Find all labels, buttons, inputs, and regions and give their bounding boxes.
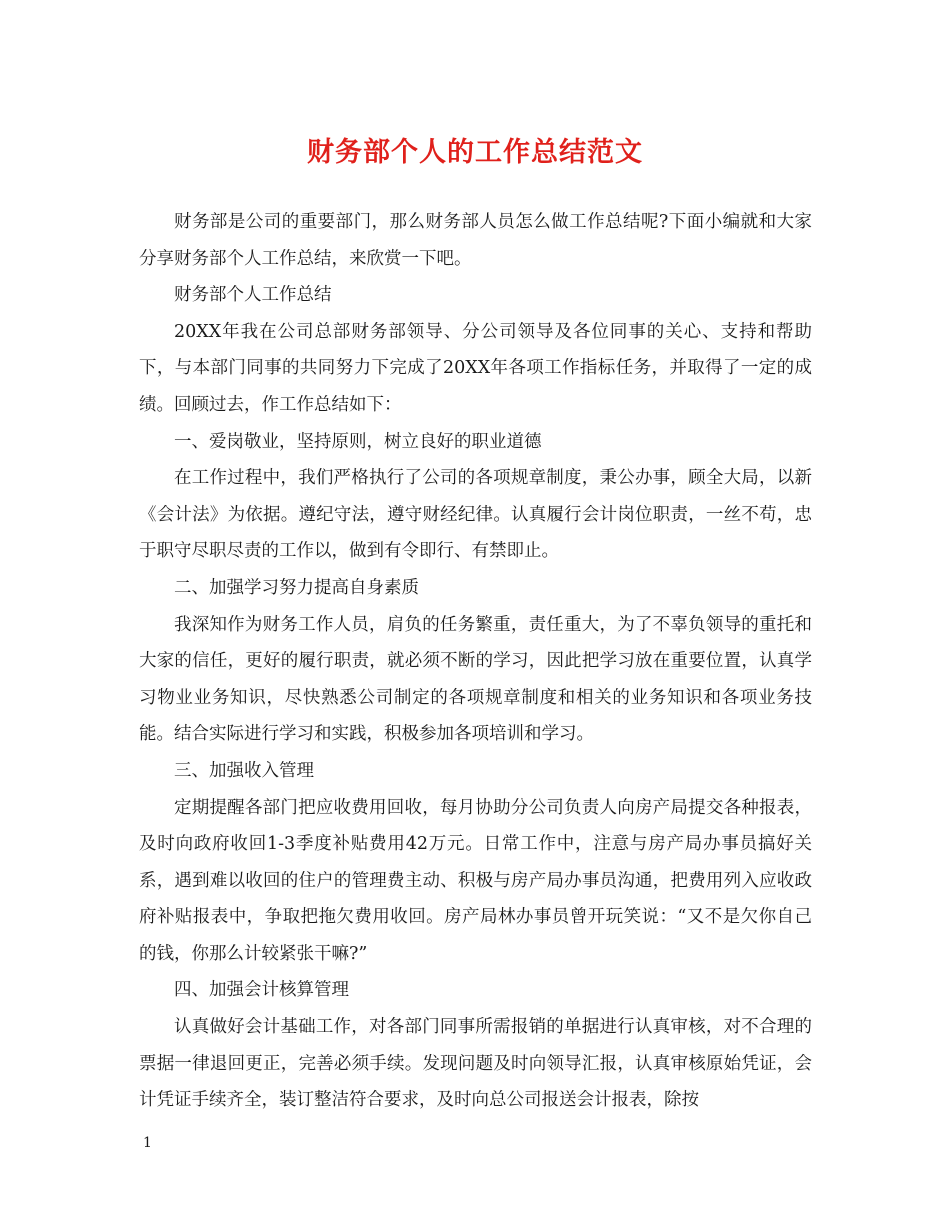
intro-paragraph: 财务部是公司的重要部门，那么财务部人员怎么做工作总结呢?下面小编就和大家分享财务部个人工作总结，来欣赏一下吧。 — [139, 212, 812, 269]
section-heading-summary: 财务部个人工作总结 — [174, 285, 332, 306]
section-4-paragraph: 认真做好会计基础工作，对各部门同事所需报销的单据进行认真审核，对不合理的票据一律退回更正，完善必须手续。发现问题及时向领导汇报，认真审核原始凭证，会计凭证手续齐全，装订整洁符合要求，及时向总公司报送会计报表，除按 — [139, 1017, 812, 1111]
page-number: 1 — [143, 1135, 152, 1151]
section-1-paragraph: 在工作过程中，我们严格执行了公司的各项规章制度，秉公办事，顾全大局，以新《会计法》为依据。遵纪守法，遵守财经纪律。认真履行会计岗位职责，一丝不苟，忠于职守尽职尽责的工作以，做到有令即行、有禁即止。 — [139, 468, 812, 562]
section-heading-2: 二、加强学习努力提高自身素质 — [174, 577, 419, 598]
section-heading-4: 四、加强会计核算管理 — [174, 980, 349, 1001]
section-heading-3: 三、加强收入管理 — [174, 760, 314, 781]
section-2-paragraph: 我深知作为财务工作人员，肩负的任务繁重，责任重大，为了不辜负领导的重托和大家的信任，更好的履行职责，就必须不断的学习，因此把学习放在重要位置，认真学习物业业务知识，尽快熟悉公司制定的各项规章制度和相关的业务知识和各项业务技能。结合实际进行学习和实践，积极参加各项培训和学习。 — [139, 614, 812, 745]
section-heading-1: 一、爱岗敬业，坚持原则，树立良好的职业道德 — [174, 431, 542, 452]
document-title: 财务部个人的工作总结范文 — [307, 137, 643, 168]
section-3-paragraph: 定期提醒各部门把应收费用回收，每月协助分公司负责人向房产局提交各种报表，及时向政府收回1-3季度补贴费用42万元。日常工作中，注意与房产局办事员搞好关系，遇到难以收回的住户的管理费主动、积极与房产局办事员沟通，把费用列入应收政府补贴报表中，争取把拖欠费用收回。房产局林办事员曾开玩笑说：“又不是欠你自己的钱，你那么计较紧张干嘛?” — [139, 797, 812, 964]
overview-paragraph: 20XX年我在公司总部财务部领导、分公司领导及各位同事的关心、支持和帮助下，与本部门同事的共同努力下完成了20XX年各项工作指标任务，并取得了一定的成绩。回顾过去，作工作总结如下： — [139, 321, 812, 415]
document-body — [139, 204, 812, 1119]
